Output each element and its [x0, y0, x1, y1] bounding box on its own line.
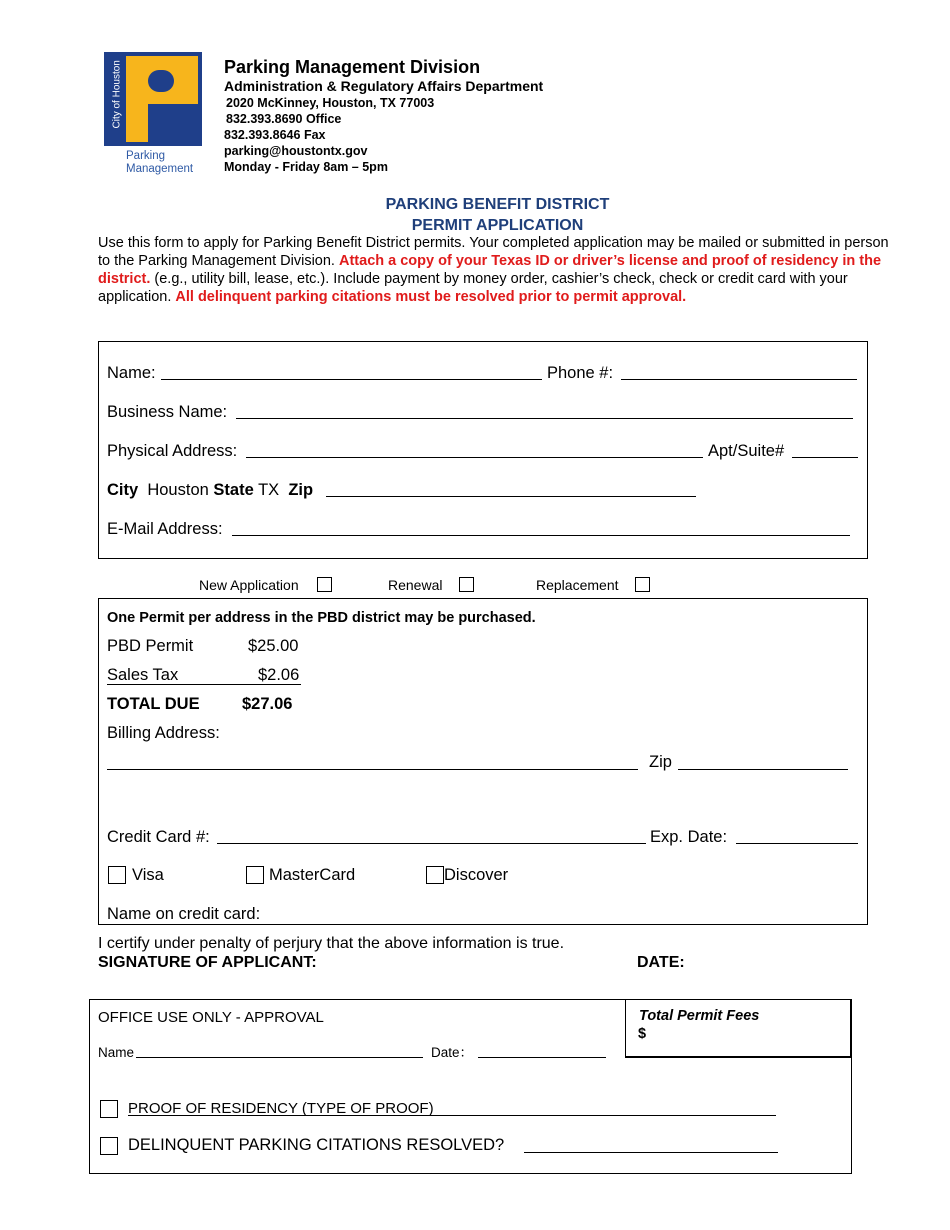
logo-caption	[126, 150, 206, 176]
name-label: Name:	[107, 364, 156, 382]
fax-number: 832.393.8646 Fax	[224, 128, 326, 142]
state-label: State	[213, 481, 254, 499]
proof-of-residency-label: PROOF OF RESIDENCY (TYPE OF PROOF)	[128, 1100, 434, 1117]
city-state-row	[107, 480, 313, 500]
department-name: Administration & Regulatory Affairs Department	[224, 78, 544, 94]
billing-address-label: Billing Address:	[107, 724, 220, 742]
exp-date-label: Exp. Date:	[650, 828, 728, 846]
total-due-amount: $27.06	[242, 695, 293, 713]
renewal-checkbox[interactable]	[459, 577, 474, 592]
renewal-label: Renewal	[388, 577, 443, 593]
replacement-label: Replacement	[536, 577, 619, 593]
city-label: City	[107, 481, 139, 499]
signature-label: SIGNATURE OF APPLICANT:	[98, 954, 317, 971]
instructions-citation-warning: All delinquent parking citations must be resolved prior to permit approval.	[175, 289, 687, 305]
certification-date-label: DATE:	[637, 954, 685, 971]
billing-zip-label: Zip	[649, 753, 672, 771]
email-label: E-Mail Address:	[107, 520, 223, 538]
name-field[interactable]	[161, 379, 542, 380]
division-address: 2020 McKinney, Houston, TX 77003	[226, 96, 435, 110]
division-email: parking@houstontx.gov	[224, 144, 368, 158]
phone-field[interactable]	[621, 379, 857, 380]
city-value: Houston	[147, 481, 209, 499]
instructions-paragraph	[98, 234, 898, 306]
visa-label: Visa	[132, 866, 164, 884]
apt-suite-field[interactable]	[792, 457, 858, 458]
city-of-houston-parking-logo	[104, 52, 200, 176]
total-permit-fees-label: Total Permit Fees	[639, 1008, 760, 1024]
discover-checkbox[interactable]	[426, 866, 444, 884]
credit-card-field[interactable]	[217, 843, 646, 844]
replacement-checkbox[interactable]	[635, 577, 650, 592]
business-name-label: Business Name:	[107, 403, 228, 421]
office-name-field[interactable]	[136, 1057, 423, 1058]
form-title-line1: PARKING BENEFIT DISTRICT	[385, 196, 610, 213]
phone-label: Phone #:	[547, 364, 614, 382]
credit-card-label: Credit Card #:	[107, 828, 210, 846]
pbd-permit-label: PBD Permit	[107, 637, 194, 655]
email-field[interactable]	[232, 535, 850, 536]
office-phone: 832.393.8690 Office	[226, 112, 342, 126]
new-application-label: New Application	[199, 577, 299, 593]
division-header	[224, 56, 543, 175]
permit-limit-notice: One Permit per address in the PBD district may be purchased.	[107, 610, 536, 626]
office-name-label: Name	[98, 1045, 135, 1060]
business-name-field[interactable]	[236, 418, 853, 419]
office-hours: Monday - Friday 8am – 5pm	[224, 160, 388, 174]
mastercard-checkbox[interactable]	[246, 866, 264, 884]
instructions-text-1: Use this form to apply for Parking Benefit District permits. Your completed application may be mailed or submitted in person to the Parking Management Division.	[98, 235, 889, 269]
name-on-card-label: Name on credit card:	[107, 905, 261, 923]
visa-checkbox[interactable]	[108, 866, 126, 884]
state-value: TX	[258, 481, 280, 499]
logo-blue-square	[104, 52, 202, 146]
office-date-label: Date：	[431, 1045, 474, 1060]
billing-zip-field[interactable]	[678, 769, 848, 770]
new-application-checkbox[interactable]	[317, 577, 332, 592]
instructions-id-requirement: Attach a copy of your Texas ID or driver’s license and proof of residency in the district.	[98, 253, 882, 287]
apt-suite-label: Apt/Suite#	[708, 442, 785, 460]
citations-resolved-field[interactable]	[524, 1152, 778, 1153]
citations-resolved-checkbox[interactable]	[100, 1137, 118, 1155]
total-due-label: TOTAL DUE	[107, 695, 200, 713]
physical-address-label: Physical Address:	[107, 442, 238, 460]
logo-caption-line2: Management	[126, 163, 194, 175]
exp-date-field[interactable]	[736, 843, 858, 844]
sales-tax-underline	[107, 684, 301, 685]
sales-tax-label: Sales Tax	[107, 666, 179, 684]
total-permit-fees-dollar: $	[638, 1026, 647, 1042]
instructions-text-2: (e.g., utility bill, lease, etc.). Include payment by money order, cashier’s check, check or credit card with your application.	[98, 271, 848, 305]
office-use-heading: OFFICE USE ONLY - APPROVAL	[98, 1009, 324, 1026]
mastercard-label: MasterCard	[269, 866, 356, 884]
zip-field[interactable]	[326, 496, 696, 497]
division-name: Parking Management Division	[224, 57, 481, 77]
logo-caption-line1: Parking	[126, 150, 165, 162]
proof-of-residency-checkbox[interactable]	[100, 1100, 118, 1118]
logo-city-text: City of Houston	[111, 60, 123, 129]
physical-address-field[interactable]	[246, 457, 703, 458]
certification-statement: I certify under penalty of perjury that the above information is true.	[98, 935, 565, 952]
pbd-permit-amount: $25.00	[248, 637, 299, 655]
discover-label: Discover	[444, 866, 509, 884]
billing-address-field[interactable]	[107, 769, 638, 770]
citations-resolved-label: DELINQUENT PARKING CITATIONS RESOLVED?	[128, 1136, 505, 1154]
zip-label: Zip	[288, 481, 314, 499]
proof-of-residency-field[interactable]	[128, 1115, 776, 1116]
sales-tax-amount: $2.06	[258, 666, 300, 684]
office-date-field[interactable]	[478, 1057, 606, 1058]
form-title-line2: PERMIT APPLICATION	[411, 217, 584, 234]
